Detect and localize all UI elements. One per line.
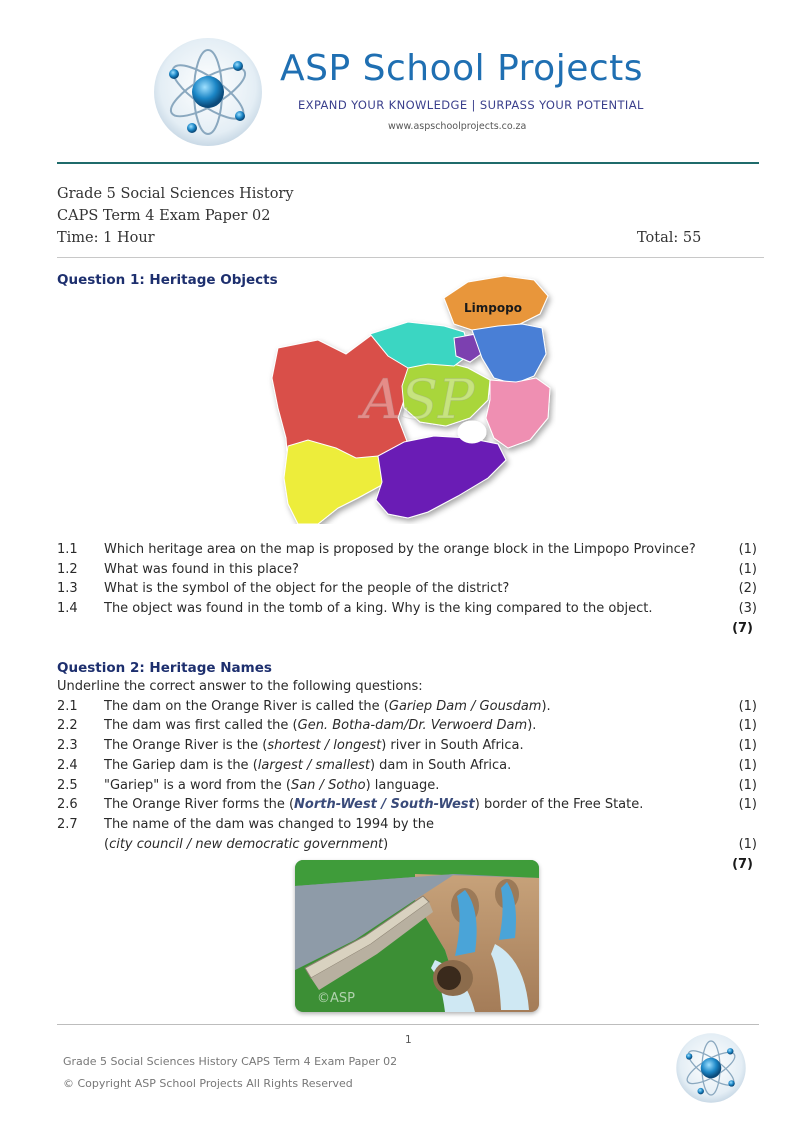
- question-2-item: [57, 699, 757, 719]
- question-1-title: Question 1: Heritage Objects: [57, 272, 278, 288]
- item-marks: (1): [738, 542, 757, 557]
- gariep-dam-image: [295, 860, 539, 1012]
- info-divider: [57, 257, 764, 258]
- item-marks: (1): [738, 758, 757, 773]
- question-2-title: Question 2: Heritage Names: [57, 660, 272, 676]
- item-number: 2.7: [57, 817, 78, 832]
- item-marks: (1): [738, 738, 757, 753]
- item-text-continued: (city council / new democratic government): [104, 837, 389, 852]
- question-1-item: [57, 562, 757, 582]
- answer-options: largest / smallest: [257, 758, 370, 773]
- term-paper-line: CAPS Term 4 Exam Paper 02: [57, 208, 271, 224]
- item-text: The dam was first called the (Gen. Botha-dam/Dr. Verwoerd Dam).: [104, 718, 537, 733]
- item-text: The Orange River is the (shortest / longest) river in South Africa.: [104, 738, 524, 753]
- item-text: The Gariep dam is the (largest / smallest) dam in South Africa.: [104, 758, 512, 773]
- item-number: 1.3: [57, 581, 78, 596]
- item-marks: (1): [738, 699, 757, 714]
- map-label-limpopo: Limpopo: [464, 301, 522, 315]
- question-2-7: [57, 817, 757, 837]
- question-2-item: [57, 718, 757, 738]
- question-1-item: [57, 542, 757, 562]
- question-1-total: (7): [732, 621, 753, 636]
- item-number: 2.2: [57, 718, 78, 733]
- item-number: 1.1: [57, 542, 78, 557]
- item-number: 2.1: [57, 699, 78, 714]
- south-africa-map: [258, 268, 556, 524]
- answer-options: San / Sotho: [290, 778, 366, 793]
- item-text: What was found in this place?: [104, 562, 299, 577]
- answer-options: shortest / longest: [267, 738, 382, 753]
- answer-options: Gen. Botha-dam/Dr. Verwoerd Dam: [297, 718, 528, 733]
- item-text: The object was found in the tomb of a king. Why is the king compared to the object.: [104, 601, 653, 616]
- question-2-total: (7): [732, 857, 753, 872]
- question-2-item: [57, 778, 757, 798]
- brand-name: ASP School Projects: [280, 48, 644, 89]
- item-number: 2.4: [57, 758, 78, 773]
- item-number: 1.4: [57, 601, 78, 616]
- item-marks: (1): [738, 778, 757, 793]
- item-text: "Gariep" is a word from the (San / Sotho) language.: [104, 778, 440, 793]
- item-text: The Orange River forms the (North-West / South-West) border of the Free State.: [104, 797, 644, 812]
- question-2-item: [57, 758, 757, 778]
- footer-title: Grade 5 Social Sciences History CAPS Term 4 Exam Paper 02: [63, 1055, 398, 1068]
- footer-atom-logo-icon: [675, 1032, 747, 1104]
- question-1-item: [57, 581, 757, 601]
- item-text: Which heritage area on the map is proposed by the orange block in the Limpopo Province?: [104, 542, 696, 557]
- item-number: 2.5: [57, 778, 78, 793]
- question-2-7-continued: [57, 837, 757, 857]
- map-watermark: ASP: [362, 368, 475, 431]
- item-marks: (3): [738, 601, 757, 616]
- item-number: 2.3: [57, 738, 78, 753]
- item-text: What is the symbol of the object for the people of the district?: [104, 581, 510, 596]
- grade-subject-line: Grade 5 Social Sciences History: [57, 186, 294, 202]
- brand-tagline: EXPAND YOUR KNOWLEDGE | SURPASS YOUR POTENTIAL: [298, 98, 644, 112]
- item-number: 2.6: [57, 797, 78, 812]
- item-text: The dam on the Orange River is called the (Gariep Dam / Gousdam).: [104, 699, 551, 714]
- question-2-instruction: Underline the correct answer to the following questions:: [57, 679, 423, 694]
- exam-total: Total: 55: [637, 230, 702, 246]
- exam-time: Time: 1 Hour: [57, 230, 155, 246]
- question-2-item: [57, 797, 757, 817]
- item-number: 1.2: [57, 562, 78, 577]
- question-2-item: [57, 738, 757, 758]
- image-watermark: ©ASP: [317, 991, 355, 1006]
- item-marks: (2): [738, 581, 757, 596]
- item-marks: (1): [738, 718, 757, 733]
- question-1-item: [57, 601, 757, 621]
- item-marks: (1): [738, 837, 757, 852]
- website-url: www.aspschoolprojects.co.za: [388, 121, 527, 132]
- page-number: 1: [405, 1034, 412, 1046]
- answer-options: city council / new democratic government: [109, 837, 384, 852]
- answer-options: North-West / South-West: [294, 797, 475, 812]
- answer-options: Gariep Dam / Gousdam: [388, 699, 542, 714]
- footer-copyright: © Copyright ASP School Projects All Rights Reserved: [63, 1077, 353, 1090]
- item-text: The name of the dam was changed to 1994 by the: [104, 817, 434, 832]
- atom-logo-icon: [152, 36, 264, 148]
- header-divider: [57, 162, 759, 164]
- footer-divider: [57, 1024, 759, 1025]
- item-marks: (1): [738, 797, 757, 812]
- item-marks: (1): [738, 562, 757, 577]
